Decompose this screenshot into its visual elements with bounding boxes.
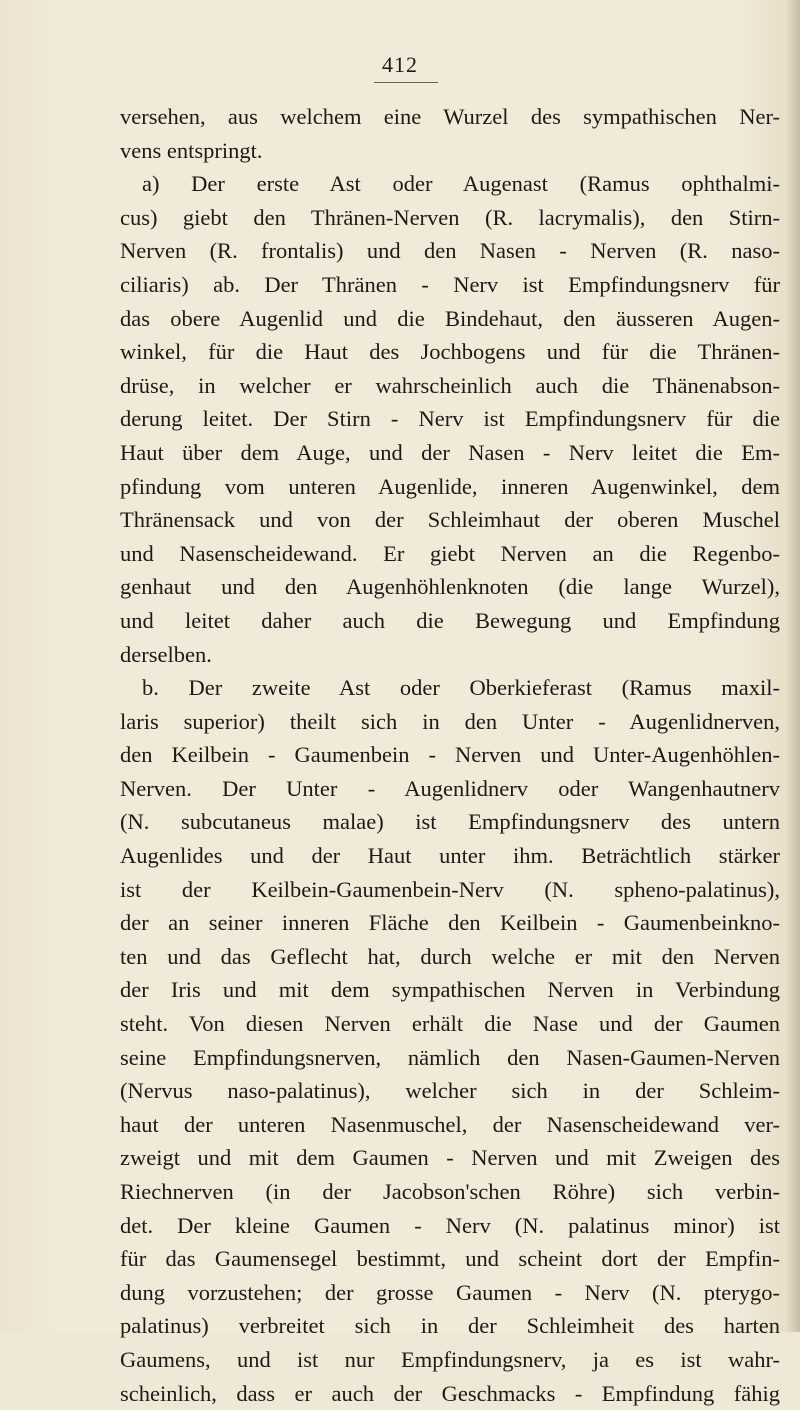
text-line: steht. Von diesen Nerven erhält die Nase und der Gaumen: [120, 1011, 780, 1037]
text-line: derselben.: [120, 641, 212, 667]
text-line: a) Der erste Ast oder Augenast (Ramus ophthalmi-: [142, 171, 780, 197]
text-line: ciliaris) ab. Der Thränen - Nerv ist Empfindungsnerv für: [120, 271, 780, 297]
text-line: (N. subcutaneus malae) ist Empfindungsnerv des untern: [120, 809, 780, 835]
text-line: der Iris und mit dem sympathischen Nerven in Verbindung: [120, 977, 780, 1003]
page-number: 412: [382, 52, 418, 77]
text-line: pfindung vom unteren Augenlide, inneren Augenwinkel, dem: [120, 473, 780, 499]
text-line: laris superior) theilt sich in den Unter - Augenlidnerven,: [120, 708, 780, 734]
text-line: Augenlides und der Haut unter ihm. Beträchtlich stärker: [120, 843, 780, 869]
text-line: und Nasenscheidewand. Er giebt Nerven an die Regenbo-: [120, 540, 780, 566]
text-line: det. Der kleine Gaumen - Nerv (N. palatinus minor) ist: [120, 1212, 780, 1238]
text-line: dung vorzustehen; der grosse Gaumen - Nerv (N. pterygo-: [120, 1279, 780, 1305]
text-line: Haut über dem Auge, und der Nasen - Nerv leitet die Em-: [120, 439, 780, 465]
text-line: genhaut und den Augenhöhlenknoten (die lange Wurzel),: [120, 574, 780, 600]
text-line: Nerven (R. frontalis) und den Nasen - Nerven (R. naso-: [120, 238, 780, 264]
text-line: Gaumens, und ist nur Empfindungsnerv, ja es ist wahr-: [120, 1346, 780, 1372]
text-line: b. Der zweite Ast oder Oberkieferast (Ramus maxil-: [142, 675, 780, 701]
text-line: haut der unteren Nasenmuschel, der Nasenscheidewand ver-: [120, 1111, 780, 1137]
text-line: zweigt und mit dem Gaumen - Nerven und mit Zweigen des: [120, 1145, 780, 1171]
text-line: und leitet daher auch die Bewegung und Empfindung: [120, 607, 780, 633]
text-line: winkel, für die Haut des Jochbogens und für die Thränen-: [120, 339, 780, 365]
text-line: scheinlich, dass er auch der Geschmacks - Empfindung fähig: [120, 1380, 780, 1406]
text-line: versehen, aus welchem eine Wurzel des sympathischen Ner-: [120, 104, 780, 129]
text-line: ten und das Geflecht hat, durch welche er mit den Nerven: [120, 943, 780, 969]
text-line: für das Gaumensegel bestimmt, und scheint dort der Empfin-: [120, 1246, 780, 1272]
text-line: der an seiner inneren Fläche den Keilbein - Gaumenbeinkno-: [120, 910, 780, 936]
text-line: Thränensack und von der Schleimhaut der oberen Muschel: [120, 507, 780, 533]
text-line: Nerven. Der Unter - Augenlidnerv oder Wangenhautnerv: [120, 775, 780, 801]
text-line: palatinus) verbreitet sich in der Schleimheit des harten: [120, 1313, 780, 1339]
text-line: seine Empfindungsnerven, nämlich den Nasen-Gaumen-Nerven: [120, 1044, 780, 1070]
text-line: den Keilbein - Gaumenbein - Nerven und Unter-Augenhöhlen-: [120, 742, 780, 768]
body-text: [120, 100, 780, 1410]
text-line: ist der Keilbein-Gaumenbein-Nerv (N. spheno-palatinus),: [120, 876, 780, 902]
page-edge-shadow: [786, 0, 800, 1332]
text-line: derung leitet. Der Stirn - Nerv ist Empfindungsnerv für die: [120, 406, 780, 432]
text-line: cus) giebt den Thränen-Nerven (R. lacrymalis), den Stirn-: [120, 204, 780, 230]
text-line: Riechnerven (in der Jacobson'schen Röhre) sich verbin-: [120, 1179, 780, 1204]
text-line: (Nervus naso-palatinus), welcher sich in der Schleim-: [120, 1078, 780, 1104]
text-line: vens entspringt.: [120, 137, 263, 163]
text-line: drüse, in welcher er wahrscheinlich auch die Thänenabson-: [120, 372, 780, 398]
text-line: das obere Augenlid und die Bindehaut, den äusseren Augen-: [120, 305, 780, 331]
page-number-rule: [374, 82, 438, 83]
